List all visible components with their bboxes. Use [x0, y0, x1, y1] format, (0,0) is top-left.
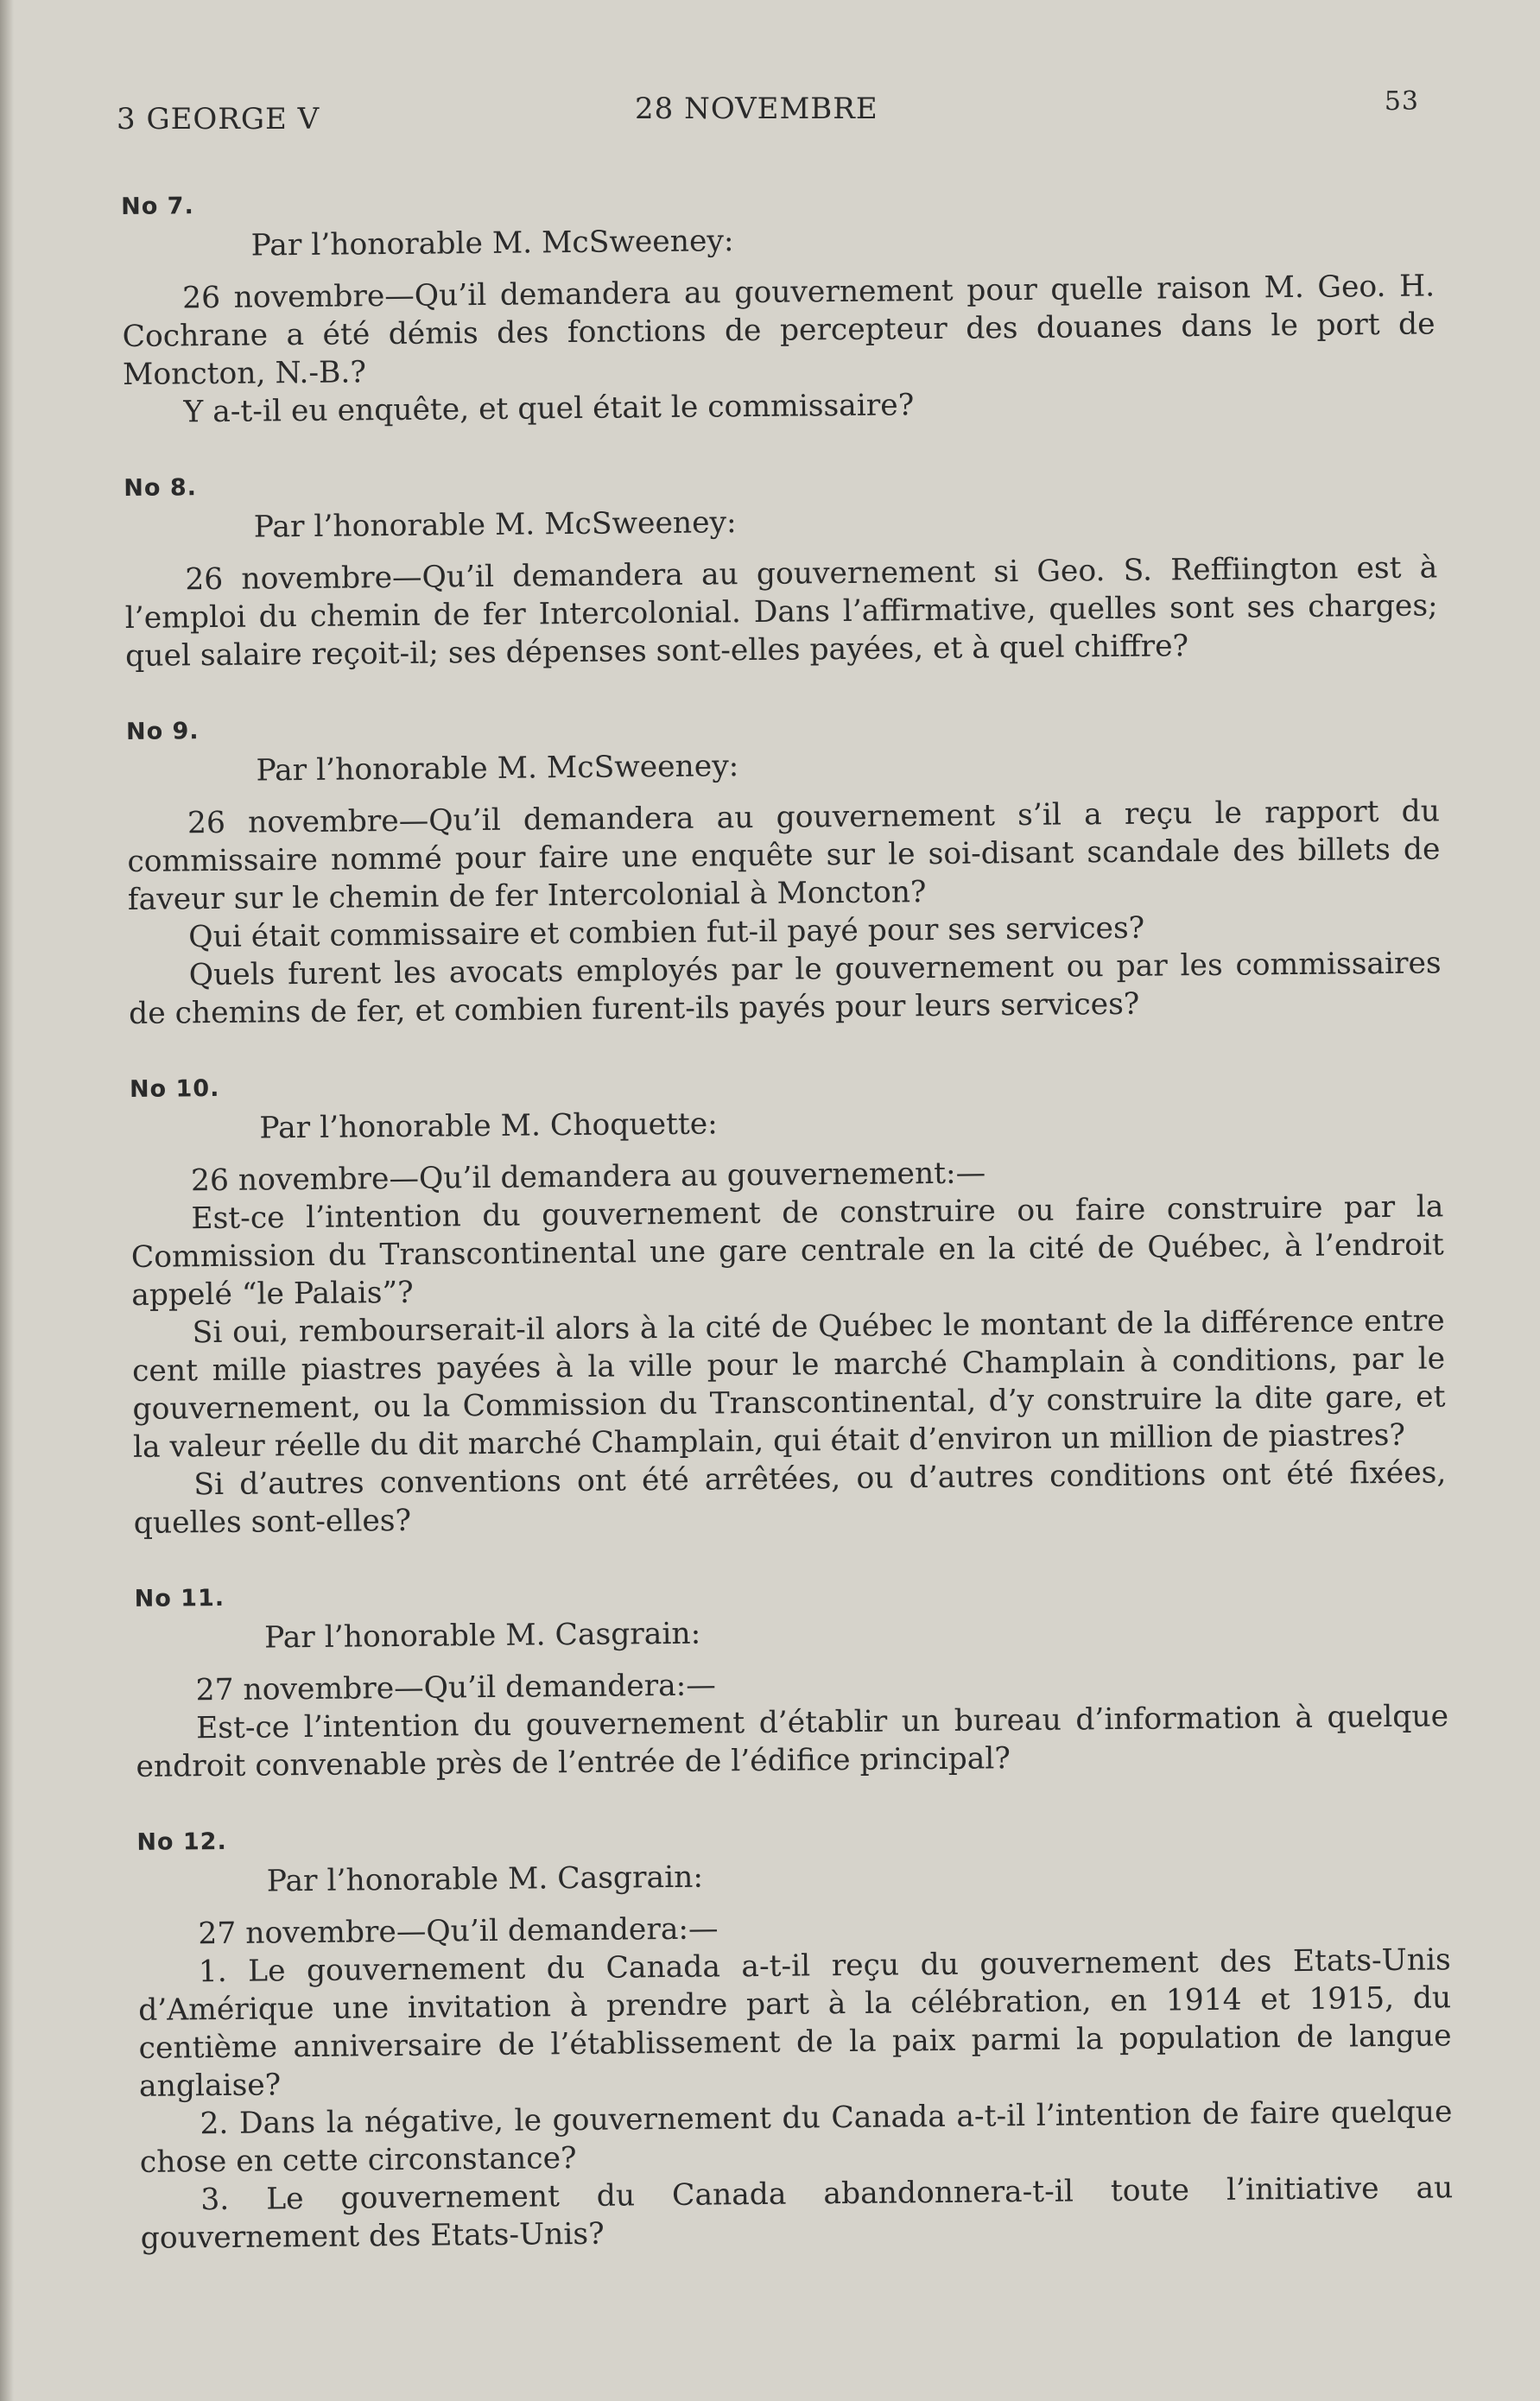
notice-paragraph: Si d’autres conventions ont été arrêtées, ou d’autres conditions ont été fixées, quelles sont-elles? — [133, 1455, 1447, 1541]
notice-number: No 7. — [121, 193, 194, 220]
notice-author: Par l’honorable M. Casgrain: — [266, 1859, 704, 1899]
notice-paragraph: 26 novembre—Qu’il demandera au gouvernement pour quelle raison M. Geo. H. Cochrane a été démis des fonctions de percepteur des douanes dans le port de Moncton, N.-B.? — [122, 269, 1435, 392]
notice-paragraph: Y a-t-il eu enquête, et quel était le commissaire? — [183, 388, 915, 430]
notice-paragraph: Est-ce l’intention du gouvernement d’établir un bureau d’information à quelque endroit convenable près de l’entrée de l’édifice principal? — [136, 1699, 1449, 1784]
header-regnal-year: 3 GEORGE V — [117, 102, 320, 136]
notice-paragraph: Quels furent les avocats employés par le gouvernement ou par les commissaires de chemins de fer, et combien furent-ils payés pour leurs services? — [128, 946, 1442, 1031]
notice-paragraph: 26 novembre—Qu’il demandera au gouvernement si Geo. S. Reffiington est à l’emploi du chemin de fer Intercolonial. Dans l’affirmative, quelles sont ses charges; quel salaire reçoit-il; ses dépenses sont-elles payées, et à quel chiffre? — [124, 550, 1438, 674]
page-edge-shadow — [0, 0, 14, 2401]
notice-author: Par l’honorable M. Choquette: — [259, 1106, 718, 1146]
notice-author: Par l’honorable M. McSweeney: — [250, 224, 734, 263]
notice-paragraph: 27 novembre—Qu’il demandera:— — [195, 1668, 717, 1708]
notice-item — [126, 702, 1442, 1033]
notice-number: No 10. — [129, 1074, 220, 1103]
notice-item — [121, 177, 1436, 432]
notice-number: No 9. — [125, 718, 200, 745]
notice-author: Par l’honorable M. McSweeney: — [253, 505, 737, 545]
header-date: 28 NOVEMBRE — [635, 92, 878, 126]
notice-paragraph: 26 novembre—Qu’il demandera au gouvernement:— — [190, 1156, 986, 1199]
notice-number: No 11. — [134, 1584, 225, 1612]
notice-paragraph: 2. Dans la négative, le gouvernement du Canada a-t-il l’intention de faire quelque chose en cette circonstance? — [139, 2094, 1453, 2180]
notice-item — [130, 1060, 1447, 1543]
notice-paragraph: 1. Le gouvernement du Canada a-t-il reçu du gouvernement des Etats-Unis d’Amérique une invitation à prendre part à la célébration, en 1914 et 1915, du centième anniversaire de l’établissement de la paix parmi la population de langue anglaise? — [138, 1942, 1452, 2104]
notice-number: No 8. — [124, 474, 198, 502]
notices-body — [121, 177, 1454, 2296]
notice-paragraph: Si oui, rembourserait-il alors à la cité de Québec le montant de la différence entre cent mille piastres payées à la ville pour le marché Champlain à conditions, par le gouvernement, ou la Commission du Transcontinental, d’y construire la dite gare, et la valeur réelle du dit marché Champlain, qui était d’environ un million de piastres? — [131, 1303, 1446, 1465]
notice-paragraph: Est-ce l’intention du gouvernement de construire ou faire construire par la Commission du Transcontinental une gare centrale en la cité de Québec, à l’endroit appelé “le Palais”? — [130, 1189, 1444, 1313]
notice-paragraph: 27 novembre—Qu’il demandera:— — [198, 1911, 719, 1952]
notice-author: Par l’honorable M. Casgrain: — [263, 1616, 701, 1656]
running-header — [117, 86, 1419, 138]
notice-author: Par l’honorable M. McSweeney: — [256, 749, 739, 789]
notice-number: No 12. — [136, 1828, 227, 1856]
notice-item — [124, 459, 1438, 675]
notice-item — [136, 1813, 1454, 2258]
notice-paragraph: 26 novembre—Qu’il demandera au gouvernement s’il a reçu le rapport du commissaire nommé pour faire une enquête sur le soi-disant scandale des billets de faveur sur le chemin de fer Intercolonial à Moncton? — [127, 794, 1441, 917]
notice-paragraph: 3. Le gouvernement du Canada abandonnera-t-il toute l’initiative au gouvernement des Etats-Unis? — [140, 2170, 1454, 2256]
page-number: 53 — [1384, 86, 1419, 117]
notice-paragraph: Qui était commissaire et combien fut-il payé pour ses services? — [188, 910, 1145, 955]
notice-item — [134, 1569, 1448, 1786]
